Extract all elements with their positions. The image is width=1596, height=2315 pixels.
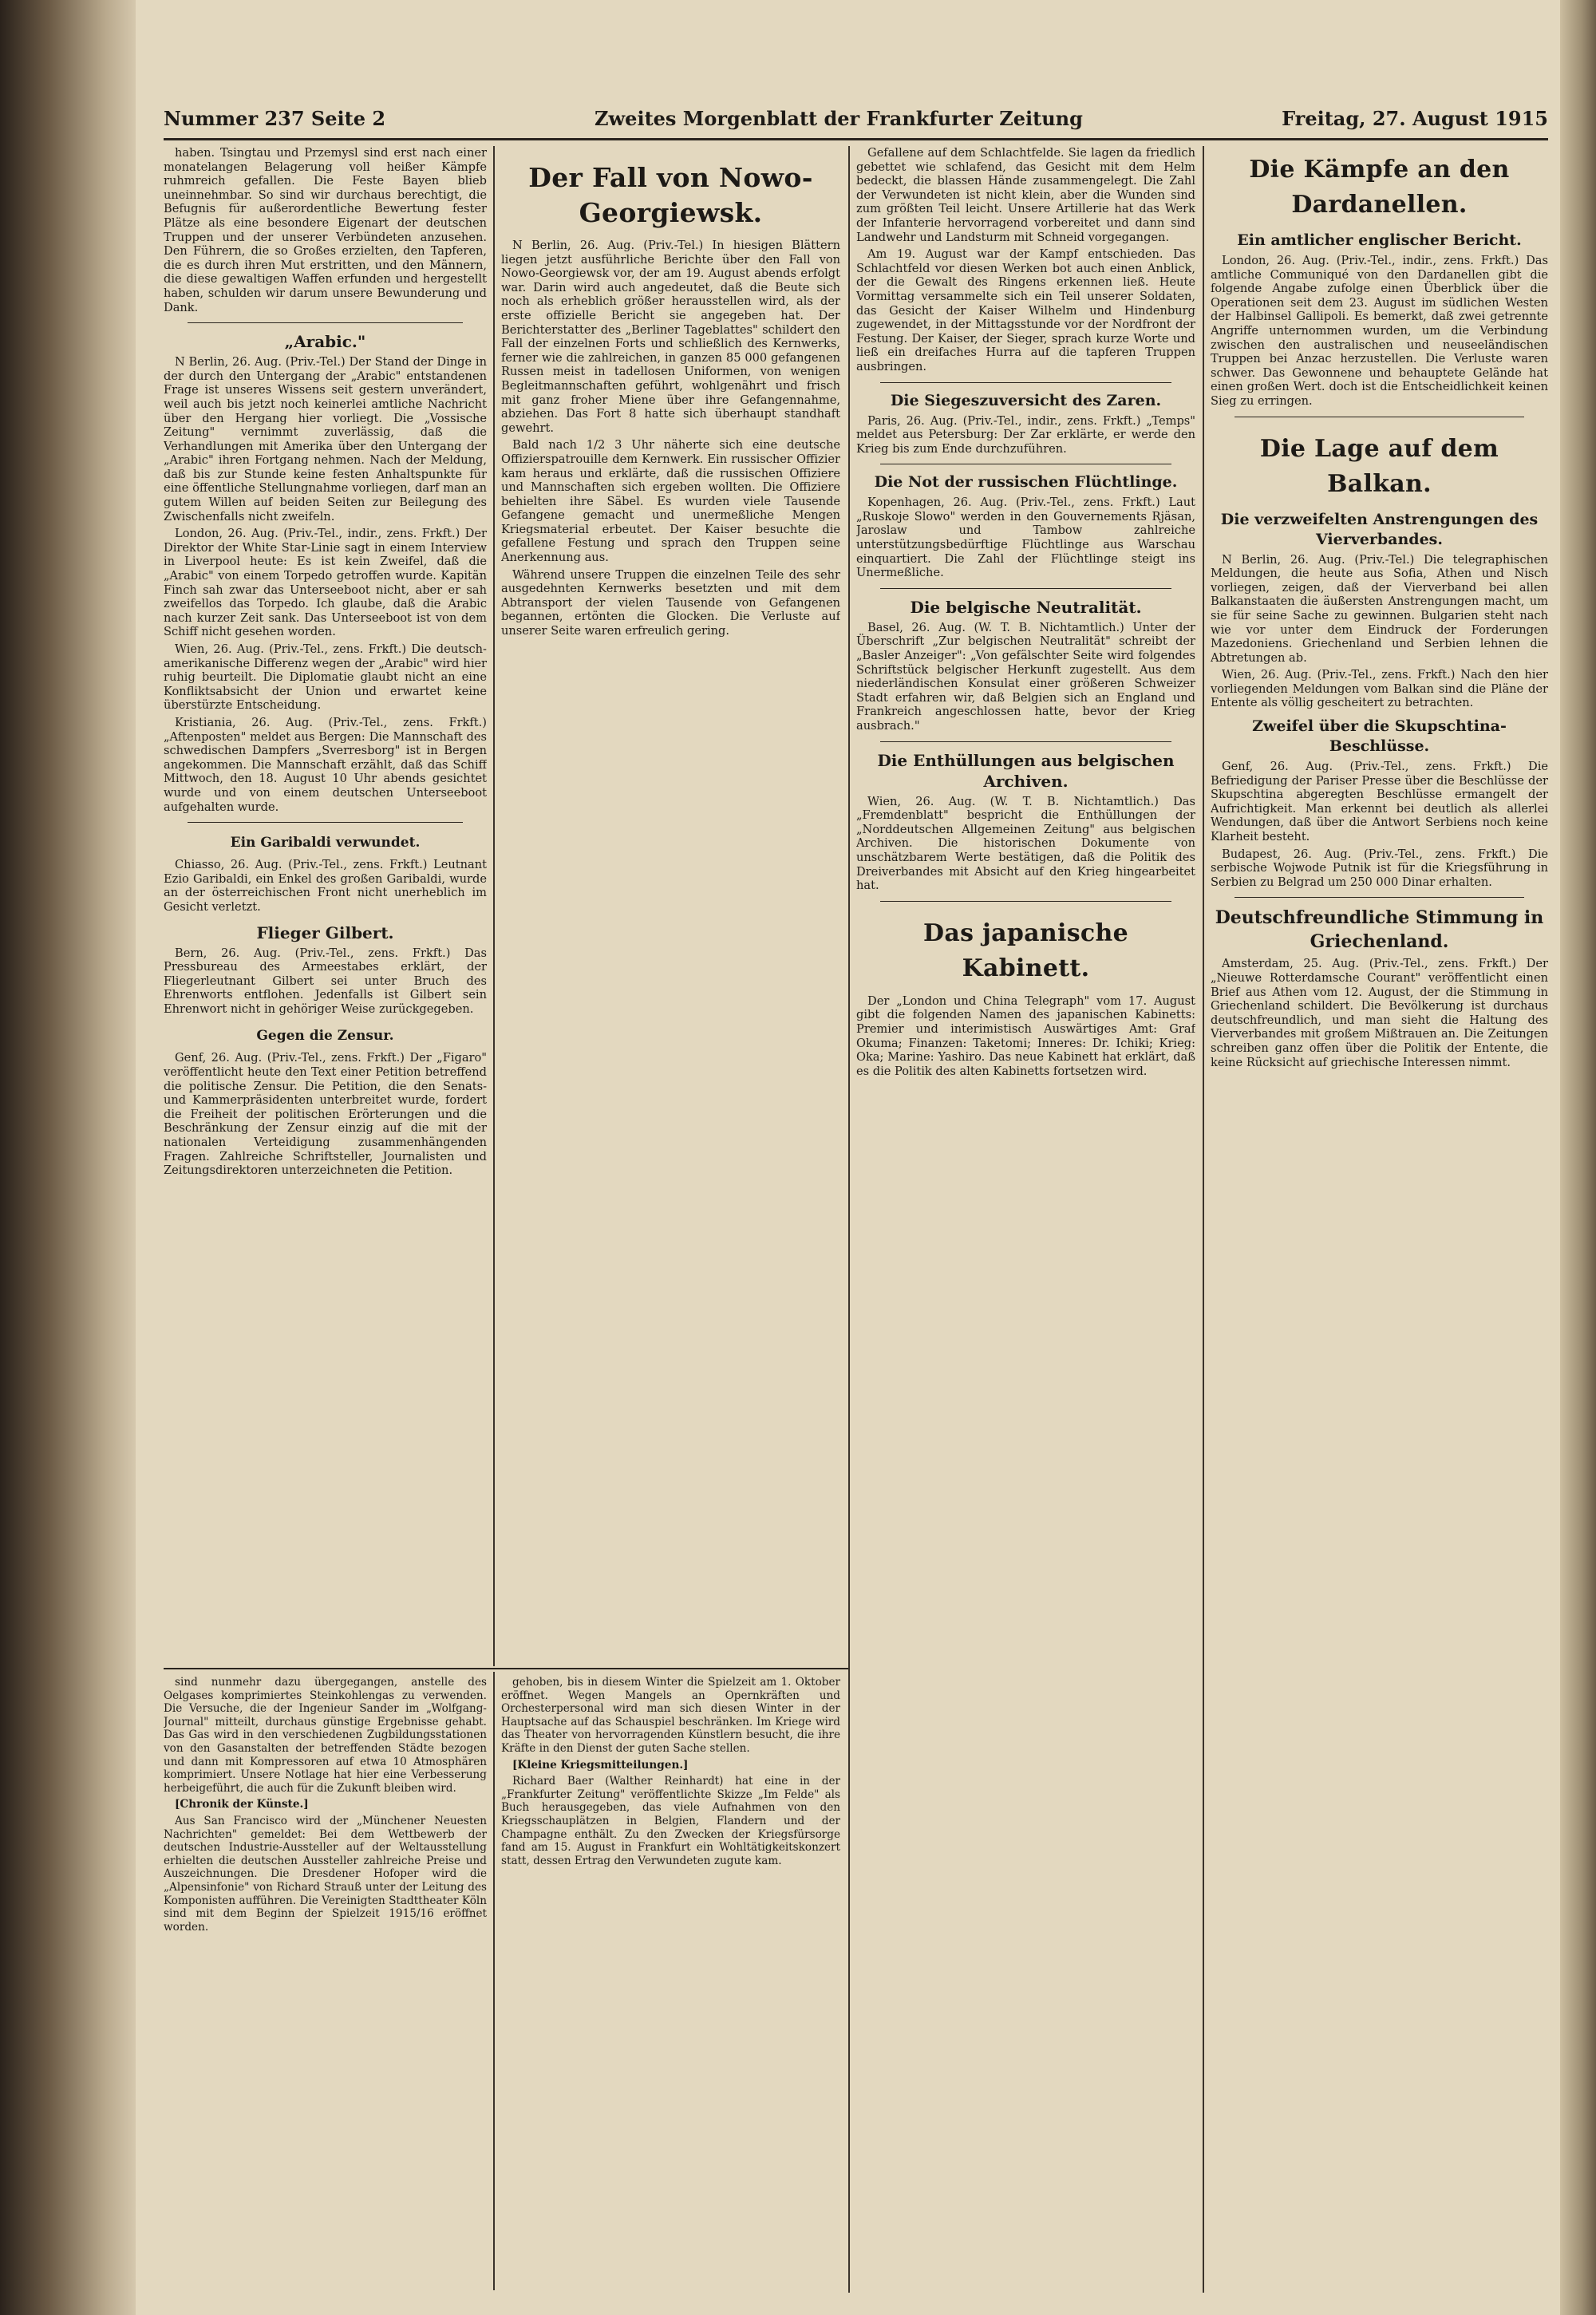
article-belgische-neutralitaet: Basel, 26. Aug. (W. T. B. Nichtamtlich.) Unter der Überschrift „Zur belgischen Neutralität" schreibt der „Basler Anzeiger": „Von gefälschter Seite wird folgendes Schriftstück belgischer Herkunft zugestellt. Aus dem niederländischen Konsulat einer größeren Schweizer Stadt erfahren wir, daß Belgien sich an England und Frankreich angeschlossen hatte, bevor der Krieg ausbrach." bbox=[856, 620, 1195, 733]
column-4 bbox=[1211, 146, 1548, 2293]
article-wien-balkan: Wien, 26. Aug. (Priv.-Tel., zens. Frkft.) Nach den hier vorliegenden Meldungen vom Balkan sind die Pläne der Entente als völlig gescheitert zu betrachten. bbox=[1211, 668, 1548, 710]
issue-number: Nummer 237 Seite 2 bbox=[164, 107, 386, 130]
headline-fluechtlinge: Die Not der russischen Flüchtlinge. bbox=[874, 473, 1178, 492]
headline-arabic: „Arabic." bbox=[284, 332, 366, 352]
column-1 bbox=[164, 146, 487, 1662]
feuilleton-kuenste: Aus San Francisco wird der „Münchener Neuesten Nachrichten" gemeldet: Bei dem Wettbewerb der deutschen Industrie-Aussteller auf der Weltausstellung erhielten die deutschen Aussteller zahlreiche Preise und Auszeichnungen. Die Dresdener Hofoper wird die „Alpensinfonie" von Richard Strauß unter der Leitung des Komponisten aufführen. Die Vereinigten Stadttheater Köln sind mit dem Beginn der Spielzeit 1915/16 eröffnet worden. bbox=[164, 1814, 487, 1934]
feuilleton-heading: [Chronik der Künste.] bbox=[175, 1798, 309, 1811]
column-3 bbox=[856, 146, 1195, 2293]
article-london: London, 26. Aug. (Priv.-Tel., indir., zens. Frkft.) Der Direktor der White Star-Linie sagt in einem Interview in Liverpool heute: Es ist kein Zweifel, daß die „Arabic" von einem Torpedo getroffen wurde. Kapitän Finch sah zwar das Unterseeboot nicht, aber er sah zweifellos das Torpedo. Ich glaube, daß die Arabic nach kurzer Zeit sank. Das Unterseeboot ist von dem Schiff nicht gesehen worden. bbox=[164, 527, 487, 639]
separator bbox=[880, 901, 1171, 902]
headline-belgische-neutralitaet: Die belgische Neutralität. bbox=[910, 597, 1142, 617]
column-rule bbox=[493, 146, 495, 1666]
page-edge bbox=[1560, 0, 1596, 2315]
article-skupschtina: Genf, 26. Aug. (Priv.-Tel., zens. Frkft.) Die Befriedigung der Pariser Presse über die Beschlüsse der Skupschtina abgeregten Beschlüsse ermangelt der Aufrichtigkeit. Man erkennt bei deutlich als allerlei Wendungen, daß über die Antwort Serbiens noch keine Klarheit besteht. bbox=[1211, 760, 1548, 844]
column-rule bbox=[1203, 146, 1204, 2293]
article-balkan: N Berlin, 26. Aug. (Priv.-Tel.) Die telegraphischen Meldungen, die heute aus Sofia, Athen und Nisch vorliegen, zeigen, daß der Vierverband bei allen Balkanstaaten die äußersten Anstrengungen macht, um sie für seine Sache zu gewinnen. Bulgarien steht nach wie vor unter dem Eindruck der Forderungen Mazedoniens. Griechenland und Serbien lehnen die Abtretungen ab. bbox=[1211, 552, 1548, 665]
column-rule bbox=[493, 1672, 495, 2290]
headline-enthuellungen: Die Enthüllungen aus belgischen Archiven. bbox=[877, 750, 1175, 791]
column-rule bbox=[848, 146, 850, 2293]
article-budapest: Budapest, 26. Aug. (Priv.-Tel., zens. Frkft.) Die serbische Wojwode Putnik ist für die Kriegsführung in Serbien zu Belgrad um 250 000 Dinar erhalten. bbox=[1211, 847, 1548, 889]
feuilleton-kriegsmitteilungen: Richard Baer (Walther Reinhardt) hat eine in der „Frankfurter Zeitung" veröffentlichte Skizze „Im Felde" als Buch herausgegeben, das viele Aufnahmen von den Kriegsschauplätzen in Belgien, Flandern und der Champagne enthält. Zu den Zwecken der Kriegsfürsorge fand am 15. August in Frankfurt ein Wohltätigkeitskonzert statt, dessen Ertrag den Verwundeten zugute kam. bbox=[501, 1775, 840, 1867]
article-lead-2: Am 19. August war der Kampf entschieden. Das Schlachtfeld vor diesen Werken bot auch einen Anblick, der die Gewalt des Ringens erkennen ließ. Heute Vormittag versammelte sich ein Teil unserer Soldaten, das Gesicht der Kaiser Wilhelm und Hindenburg zugewendet, in der Mittagsstunde vor der Nordfront der Festung. Der Kaiser, der Sieger, sprach kurze Worte und ließ ein dreifaches Hurra auf die tapferen Truppen ausbringen. bbox=[856, 247, 1195, 373]
headline-griechenland: Deutschfreundliche Stimmung in Griechenland. bbox=[1215, 907, 1544, 953]
article-enthuellungen: Wien, 26. Aug. (W. T. B. Nichtamtlich.) Das „Fremdenblatt" bespricht die Enthüllungen der „Norddeutschen Allgemeinen Zeitung" aus belgischen Archiven. Die historischen Dokumente von unschätzbarem Werte bestätigen, daß die Politik des Dreiverbandes mit Absicht auf den Krieg hingearbeitet hat. bbox=[856, 794, 1195, 893]
issue-date: Freitag, 27. August 1915 bbox=[1282, 107, 1548, 130]
feuilleton-left bbox=[164, 1676, 487, 2290]
article-lead: Gefallene auf dem Schlachtfelde. Sie lagen da friedlich gebettet wie schlafend, das Gesicht mit dem Helm bedeckt, die blassen Hände zusammengelegt. Die Zahl der Verwundeten ist nicht klein, aber die Wunden sind zum größten Teil leicht. Unsere Artillerie hat das Werk der Infanterie hervorragend vorbereitet und dann sind Landwehr und Landsturm mit Schneid vorgegangen. bbox=[856, 146, 1195, 244]
subheadline-balkan: Die verzweifelten Anstrengungen des Vierverbandes. bbox=[1220, 510, 1539, 548]
separator bbox=[188, 822, 463, 823]
article-nowo-2: Bald nach 1/2 3 Uhr näherte sich eine deutsche Offizierspatrouille dem Kernwerk. Ein russischer Offizier kam heraus und erklärte, daß die russischen Offiziere und Mannschaften sich ergeben wollten. Die Offiziere behielten ihre Säbel. Es wurden viele Tausende Gefangene gemacht und unermeßliche Mengen Kriegsmaterial erbeutet. Der Kaiser besuchte die gefallene Festung und sprach den Truppen seine Anerkennung aus. bbox=[501, 438, 840, 565]
article-fluechtlinge: Kopenhagen, 26. Aug. (Priv.-Tel., zens. Frkft.) Laut „Ruskoje Slowo" werden in den Gouvernements Rjäsan, Jaroslaw und Tambow zahlreiche unterstützungsbedürftige Flüchtlinge aus Warschau einquartiert. Die Zahl der Flüchtlinge steigt ins Unermeßliche. bbox=[856, 496, 1195, 580]
headline-balkan: Die Lage auf dem Balkan. bbox=[1259, 434, 1499, 498]
subheadline-dardanellen: Ein amtlicher englischer Bericht. bbox=[1237, 231, 1522, 249]
article-zar: Paris, 26. Aug. (Priv.-Tel., indir., zens. Frkft.) „Temps" meldet aus Petersburg: Der Zar erklärte, er werde den Krieg bis zum Ende durchzuführen. bbox=[856, 413, 1195, 456]
headline-zensur: Gegen die Zensur. bbox=[256, 1028, 394, 1045]
header-rule bbox=[164, 138, 1548, 140]
page-header bbox=[164, 107, 1548, 137]
separator bbox=[188, 322, 463, 323]
headline-flieger: Flieger Gilbert. bbox=[256, 922, 394, 942]
article-arabic: N Berlin, 26. Aug. (Priv.-Tel.) Der Stand der Dinge in der durch den Untergang der „Arabic" entstandenen Frage ist unseres Wissens seit gestern unverändert, weil auch bis jetzt noch keinerlei amtliche Nachricht über den Hergang hier vorliegt. Die „Vossische Zeitung" vernimmt zuverlässig, daß die Verhandlungen mit Amerika über den Untergang der „Arabic" ihren Fortgang nehmen. Nach der Meldung, daß bis zur Stunde keine festen Anhaltspunkte für eine öffentliche Stellungnahme vorliegen, darf man an gutem Willen auf beiden Seiten zur Beilegung des Zwischenfalls nicht zweifeln. bbox=[164, 355, 487, 523]
book-binding bbox=[0, 0, 140, 2315]
feuilleton-heading: [Kleine Kriegsmitteilungen.] bbox=[512, 1758, 689, 1772]
article-nowo-3: Während unsere Truppen die einzelnen Teile des sehr ausgedehnten Kernwerks besetzten und mit dem Abtransport der vielen Tausende von Gefangenen begannen, ertönten die Glocken. Die Verluste auf unserer Seite waren erfreulich gering. bbox=[501, 567, 840, 638]
article-flieger: Bern, 26. Aug. (Priv.-Tel., zens. Frkft.) Das Pressbureau des Armeestabes erklärt, der Fliegerleutnant Gilbert sei unter Bruch des Ehrenworts entflohen. Jedenfalls ist Gilbert sein Ehrenwort nicht in gehöriger Weise zurückgegeben. bbox=[164, 946, 487, 1016]
article-griechenland: Amsterdam, 25. Aug. (Priv.-Tel., zens. Frkft.) Der „Nieuwe Rotterdamsche Courant" veröffentlicht einen Brief aus Athen vom 12. August, der die Stimmung in Griechenland schildert. Die Bevölkerung ist durchaus deutschfreundlich, und man sieht die Haltung des Vierverbandes mit großem Mißtrauen an. Die Zeitungen schreiben ganz offen über die Politik der Entente, die keine Rücksicht auf griechische Interessen nimmt. bbox=[1211, 957, 1548, 1069]
headline-garibaldi: Ein Garibaldi verwundet. bbox=[230, 835, 421, 851]
separator bbox=[1235, 897, 1524, 898]
headline-zar: Die Siegeszuversicht des Zaren. bbox=[890, 391, 1162, 409]
headline-nowo-georgiewsk: Der Fall von Nowo-Georgiewsk. bbox=[528, 162, 813, 228]
headline-dardanellen: Die Kämpfe an den Dardanellen. bbox=[1249, 156, 1510, 219]
article-japanisches-kabinett: Der „London und China Telegraph" vom 17. August gibt die folgenden Namen des japanischen Kabinetts: Premier und interimistisch Auswärtiges Amt: Graf Okuma; Finanzen: Taketomi; Inneres: Dr. Ichiki; Krieg: Oka; Marine: Yashiro. Das neue Kabinett hat erklärt, daß es die Politik des alten Kabinetts fortsetzen wird. bbox=[856, 994, 1195, 1078]
masthead-title: Zweites Morgenblatt der Frankfurter Zeitung bbox=[595, 107, 1083, 130]
article-wien: Wien, 26. Aug. (Priv.-Tel., zens. Frkft.) Die deutsch-amerikanische Differenz wegen der „Arabic" wird hier ruhig beurteilt. Die Diplomatie glaubt nicht an eine Konfliktsabsicht der Union und erwartet keine überstürzte Entscheidung. bbox=[164, 642, 487, 713]
headline-skupschtina: Zweifel über die Skupschtina-Beschlüsse. bbox=[1252, 717, 1507, 756]
article-kristiania: Kristiania, 26. Aug. (Priv.-Tel., zens. Frkft.) „Aftenposten" meldet aus Bergen: Die Mannschaft des schwedischen Dampfers „Sverresborg" ist in Bergen angekommen. Die Mannschaft erzählt, daß das Schiff Mittwoch, den 18. August 10 Uhr abends gesichtet wurde und von einem deutschen Unterseeboot aufgehalten wurde. bbox=[164, 715, 487, 814]
article-garibaldi: Chiasso, 26. Aug. (Priv.-Tel., zens. Frkft.) Leutnant Ezio Garibaldi, ein Enkel des großen Garibaldi, wurde an der österreichischen Front nicht unerheblich im Gesicht verletzt. bbox=[164, 858, 487, 914]
headline-japanisches-kabinett: Das japanische Kabinett. bbox=[923, 918, 1128, 982]
column-2 bbox=[501, 146, 840, 1662]
separator bbox=[880, 588, 1171, 589]
article-lead: haben. Tsingtau und Przemysl sind erst nach einer monatelangen Belagerung voll heißer Kämpfe ruhmreich gefallen. Die Feste Bayen blieb uneinnehmbar. So sind wir durchaus berechtigt, die Befugnis für außerordentliche Bewertung fester Plätze als eine besondere Eigenart der deutschen Truppen und der unserer Verbündeten anzusehen. Den Führern, die so Großes erzielten, den Tapferen, die es durch ihren Mut erstritten, und den Männern, die diese gewaltigen Waffen erfunden und hergestellt haben, schulden wir darum unsere Bewunderung und Dank. bbox=[164, 146, 487, 314]
article-nowo-1: N Berlin, 26. Aug. (Priv.-Tel.) In hiesigen Blättern liegen jetzt ausführliche Berichte über den Fall von Nowo-Georgiewsk vor, der am 19. August abends erfolgt war. Darin wird auch angedeutet, daß die Beute sich noch als erheblich größer herausstellen wird, als der erste offizielle Bericht sie angegeben hat. Der Berichterstatter des „Berliner Tageblattes" schildert den Fall der einzelnen Forts und schließlich des Kernwerks, ferner wie die zahlreichen, in ganzen 85 000 gefangenen Russen meist in tadellosen Uniformen, von wenigen Begleitmannschaften geführt, wohlgenährt und frisch mit ganz froher Miene über ihre Gefangennahme, abziehen. Das Fort 8 hatte sich überhaupt standhaft gewehrt. bbox=[501, 239, 840, 435]
article-dardanellen: London, 26. Aug. (Priv.-Tel., indir., zens. Frkft.) Das amtliche Communiqué von den Dardanellen gibt die folgende Angabe zufolge einen Überblick über die Operationen seit dem 23. August im südlichen Westen der Halbinsel Gallipoli. Es bemerkt, daß zwei getrennte Angriffe unternommen wurden, um die Verbindung zwischen den australischen und neuseeländischen Truppen bei Anzac herzustellen. Die Verluste waren schwer. Das Gewonnene und behauptete Gelände hat einen großen Wert. doch ist die Entscheidlichkeit keinen Sieg zu erringen. bbox=[1211, 254, 1548, 408]
article-zensur: Genf, 26. Aug. (Priv.-Tel., zens. Frkft.) Der „Figaro" veröffentlicht heute den Text einer Petition betreffend die politische Zensur. Die Petition, die den Senats- und Kammerpräsidenten unterbreitet wurde, fordert die Freiheit der politischen Erörterungen und die Beschränkung der Zensur einzig auf die mit der nationalen Verteidigung zusammenhängenden Fragen. Zahlreiche Schriftsteller, Journalisten und Zeitungsdirektoren unterzeichneten die Petition. bbox=[164, 1051, 487, 1178]
feuilleton-text: gehoben, bis in diesem Winter die Spielzeit am 1. Oktober eröffnet. Wegen Mangels an Opernkräften und Orchesterpersonal wird man sich diesen Winter in der Hauptsache auf das Schauspiel beschränken. Im Kriege wird das Theater von hervorragenden Künstlern besucht, die ihre Kräfte in den Dienst der guten Sache stellen. bbox=[501, 1676, 840, 1755]
separator bbox=[880, 741, 1171, 742]
feuilleton-middle bbox=[501, 1676, 840, 2290]
feuilleton-rule bbox=[164, 1668, 848, 1669]
feuilleton-text: sind nunmehr dazu übergegangen, anstelle des Oelgases komprimiertes Steinkohlengas zu verwenden. Die Versuche, die der Ingenieur Sander im „Wolfgang-Journal" mitteilt, durchaus günstige Ergebnisse gehabt. Das Gas wird in den verschiedenen Zugbildungsstationen von den Gasanstalten der betreffenden Städte bezogen und dann mit Kompressoren auf etwa 10 Atmosphären komprimiert. Unsere Notlage hat hier eine Verbesserung herbeigeführt, die auch für die Zukunft bleiben wird. bbox=[164, 1676, 487, 1795]
separator bbox=[880, 382, 1171, 383]
